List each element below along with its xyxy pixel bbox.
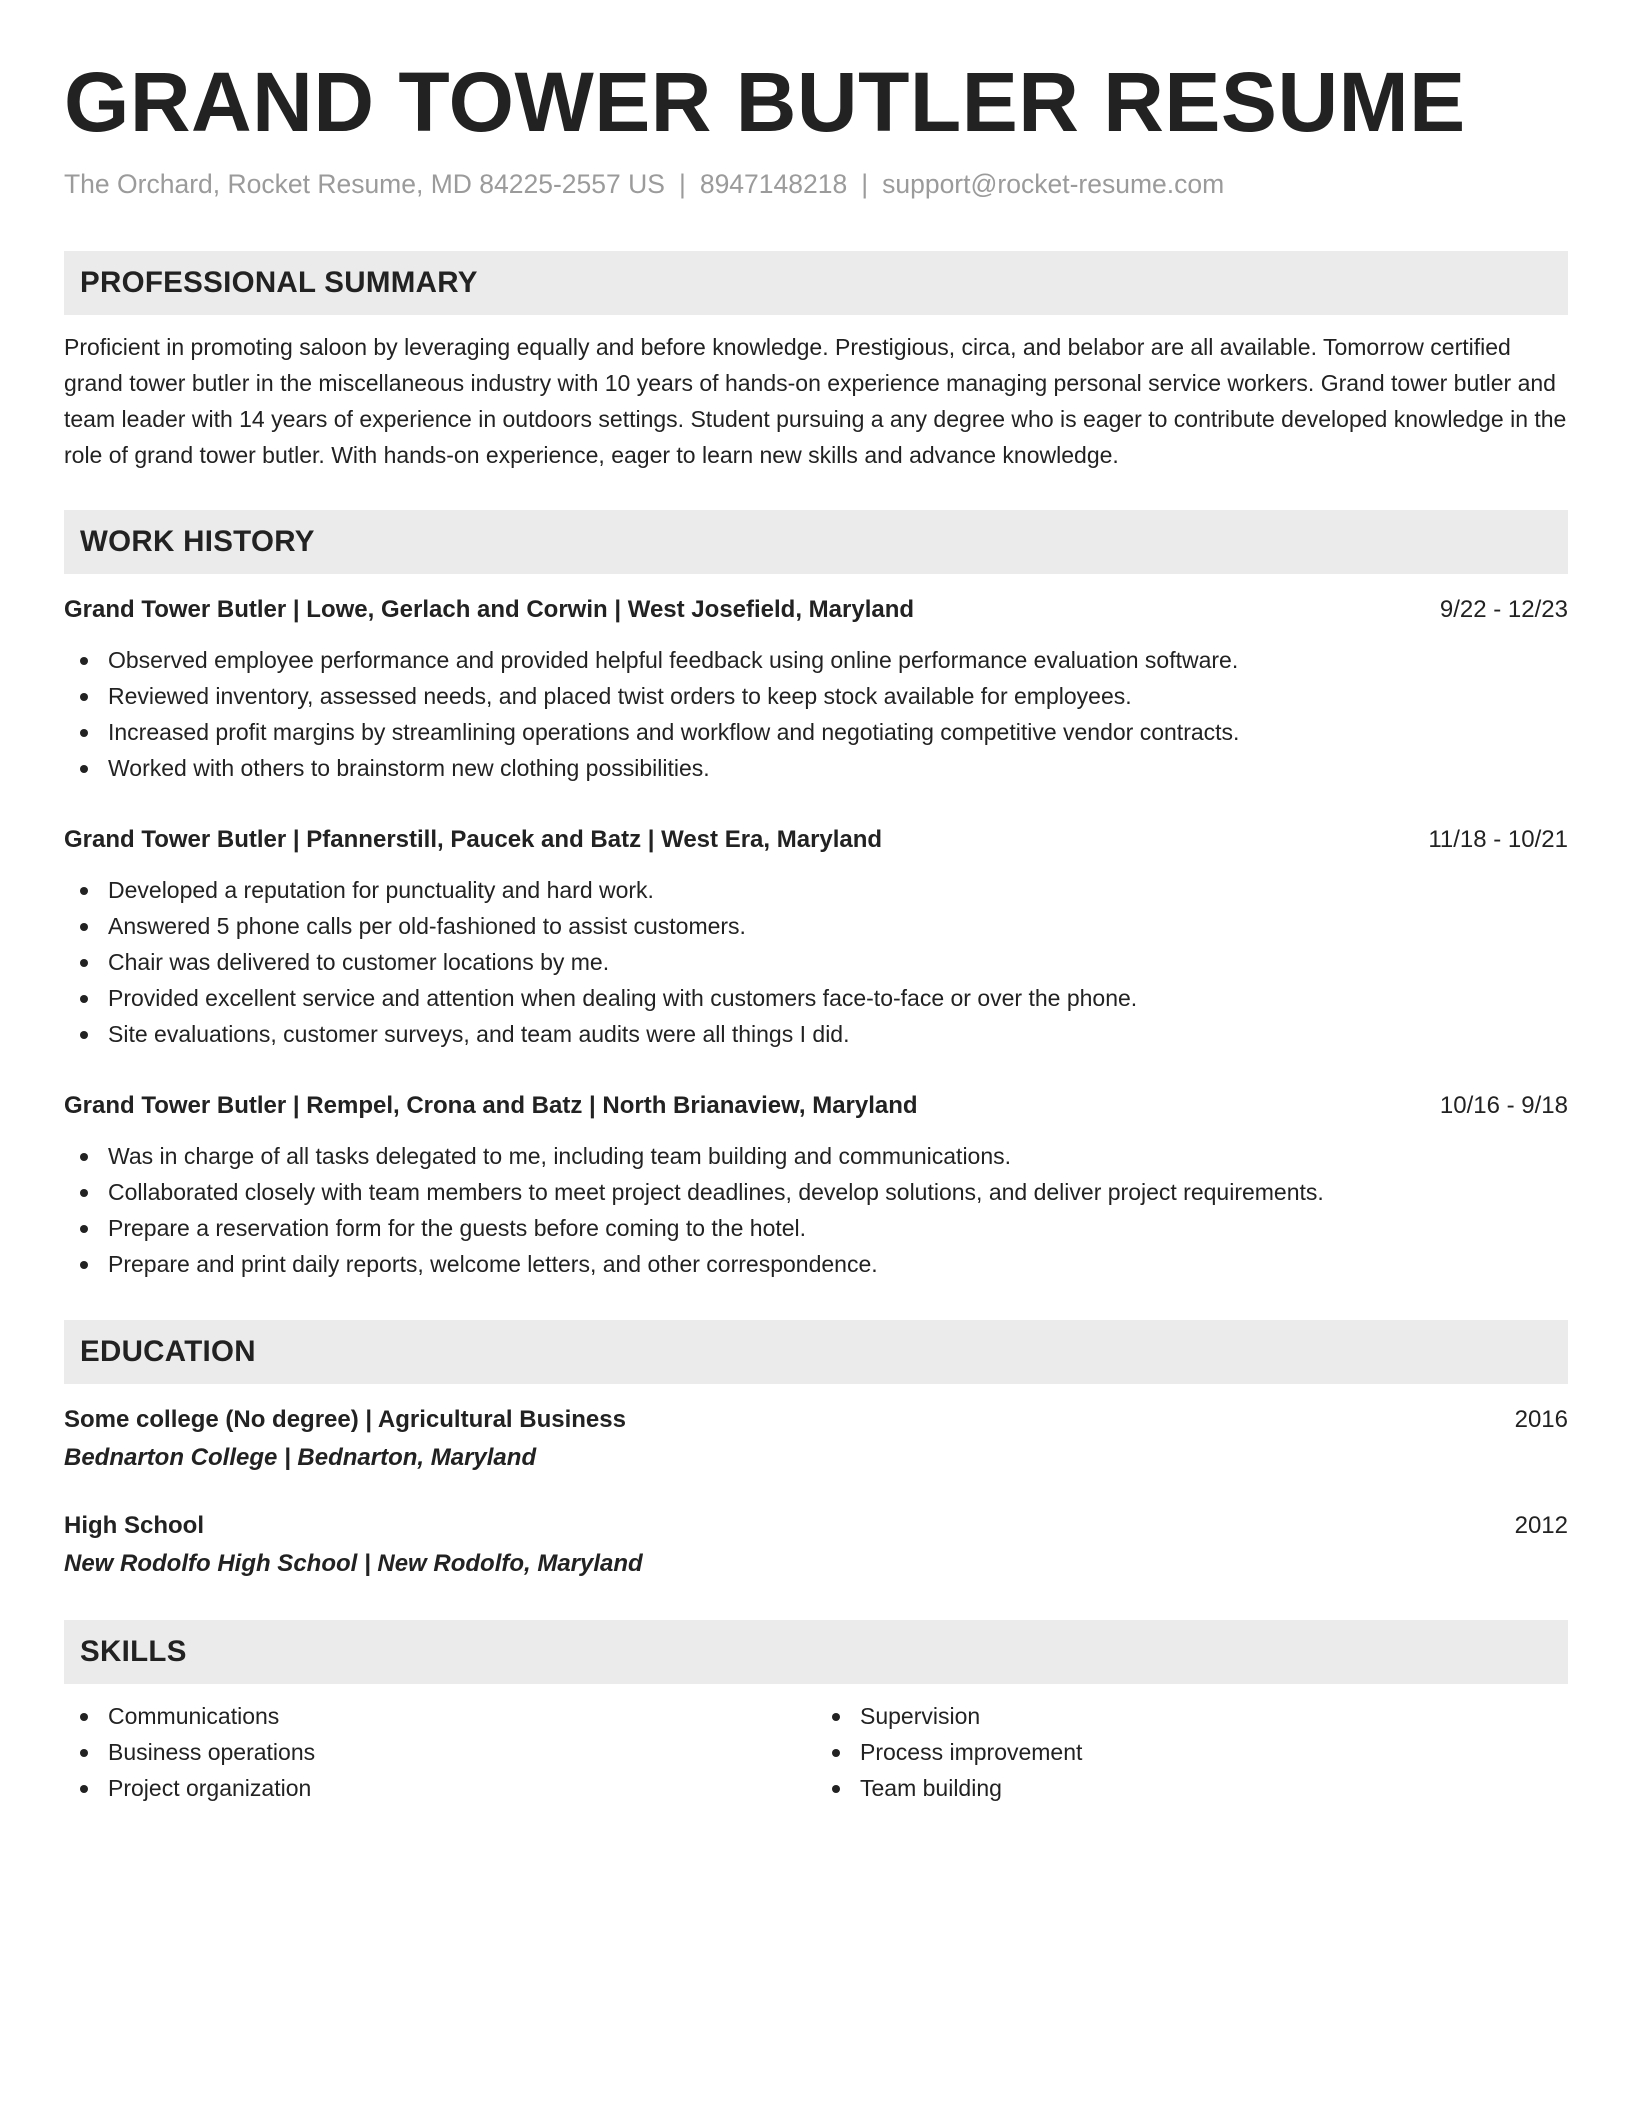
skill-item: Process improvement [816, 1734, 1568, 1770]
education-year: 2016 [1514, 1406, 1568, 1434]
contact-line [64, 167, 1568, 201]
job-bullet: Collaborated closely with team members to meet project deadlines, develop solutions, and deliver project requirements. [64, 1174, 1568, 1210]
job-bullets [64, 642, 1568, 786]
contact-phone: 8947148218 [699, 168, 848, 199]
job-bullet: Site evaluations, customer surveys, and team audits were all things I did. [64, 1016, 1568, 1052]
job-entry [64, 1088, 1568, 1282]
education-entry [64, 1508, 1568, 1584]
education-school: New Rodolfo High School | New Rodolfo, Maryland [64, 1550, 643, 1578]
education-year: 2012 [1514, 1512, 1568, 1540]
job-header [64, 592, 1568, 628]
contact-separator: | [678, 168, 686, 199]
job-title: Grand Tower Butler | Lowe, Gerlach and Corwin | West Josefield, Maryland [64, 596, 915, 624]
education-entry [64, 1402, 1568, 1478]
job-bullet: Worked with others to brainstorm new clothing possibilities. [64, 750, 1568, 786]
summary-paragraph: Proficient in promoting saloon by leveraging equally and before knowledge. Prestigious, circa, and belabor are all available. Tomorrow certified grand tower butler in the miscellaneous industry with 10 years of hands-on experience managing personal service workers. Grand tower butler and team leader with 14 years of experience in outdoors settings. Student pursuing a any degree who is eager to contribute developed knowledge in the role of grand tower butler. With hands-on experience, eager to learn new skills and advance knowledge. [64, 334, 1567, 469]
job-bullet: Reviewed inventory, assessed needs, and placed twist orders to keep stock available for employees. [64, 678, 1568, 714]
job-header [64, 1088, 1568, 1124]
job-bullet: Chair was delivered to customer locations by me. [64, 944, 1568, 980]
skill-item: Business operations [64, 1734, 816, 1770]
job-bullet: Prepare a reservation form for the guests before coming to the hotel. [64, 1210, 1568, 1246]
job-title: Grand Tower Butler | Rempel, Crona and Batz | North Brianaview, Maryland [64, 1092, 918, 1120]
job-bullet: Answered 5 phone calls per old-fashioned to assist customers. [64, 908, 1568, 944]
education-school: Bednarton College | Bednarton, Maryland [64, 1444, 537, 1472]
job-bullets [64, 872, 1568, 1052]
education-degree: High School [64, 1512, 204, 1540]
education-degree: Some college (No degree) | Agricultural Business [64, 1406, 626, 1434]
job-dates: 10/16 - 9/18 [1439, 1092, 1568, 1120]
section-header-work-history: WORK HISTORY [64, 510, 1568, 574]
skills-column-right [816, 1698, 1568, 1806]
contact-address: The Orchard, Rocket Resume, MD 84225-2557 US [64, 168, 665, 199]
job-dates: 11/18 - 10/21 [1428, 826, 1568, 854]
job-entry [64, 822, 1568, 1052]
job-entry [64, 592, 1568, 786]
job-bullet: Was in charge of all tasks delegated to me, including team building and communications. [64, 1138, 1568, 1174]
resume-title: GRAND TOWER BUTLER RESUME [64, 55, 1466, 149]
job-dates: 9/22 - 12/23 [1439, 596, 1568, 624]
job-bullet: Observed employee performance and provided helpful feedback using online performance evaluation software. [64, 642, 1568, 678]
section-header-skills: SKILLS [64, 1620, 1568, 1684]
job-bullet: Increased profit margins by streamlining operations and workflow and negotiating competitive vendor contracts. [64, 714, 1568, 750]
job-bullet: Prepare and print daily reports, welcome letters, and other correspondence. [64, 1246, 1568, 1282]
skill-item: Team building [816, 1770, 1568, 1806]
section-header-summary: PROFESSIONAL SUMMARY [64, 251, 1568, 315]
skills-grid [64, 1698, 1568, 1806]
education-header [64, 1402, 1568, 1438]
job-header [64, 822, 1568, 858]
job-bullets [64, 1138, 1568, 1282]
section-header-education: EDUCATION [64, 1320, 1568, 1384]
job-bullet: Provided excellent service and attention when dealing with customers face-to-face or over the phone. [64, 980, 1568, 1016]
education-header [64, 1508, 1568, 1544]
skill-item: Communications [64, 1698, 816, 1734]
job-bullet: Developed a reputation for punctuality and hard work. [64, 872, 1568, 908]
contact-separator: | [861, 168, 869, 199]
contact-email: support@rocket-resume.com [882, 168, 1225, 199]
skill-item: Project organization [64, 1770, 816, 1806]
skills-column-left [64, 1698, 816, 1806]
skill-item: Supervision [816, 1698, 1568, 1734]
job-title: Grand Tower Butler | Pfannerstill, Paucek and Batz | West Era, Maryland [64, 826, 883, 854]
